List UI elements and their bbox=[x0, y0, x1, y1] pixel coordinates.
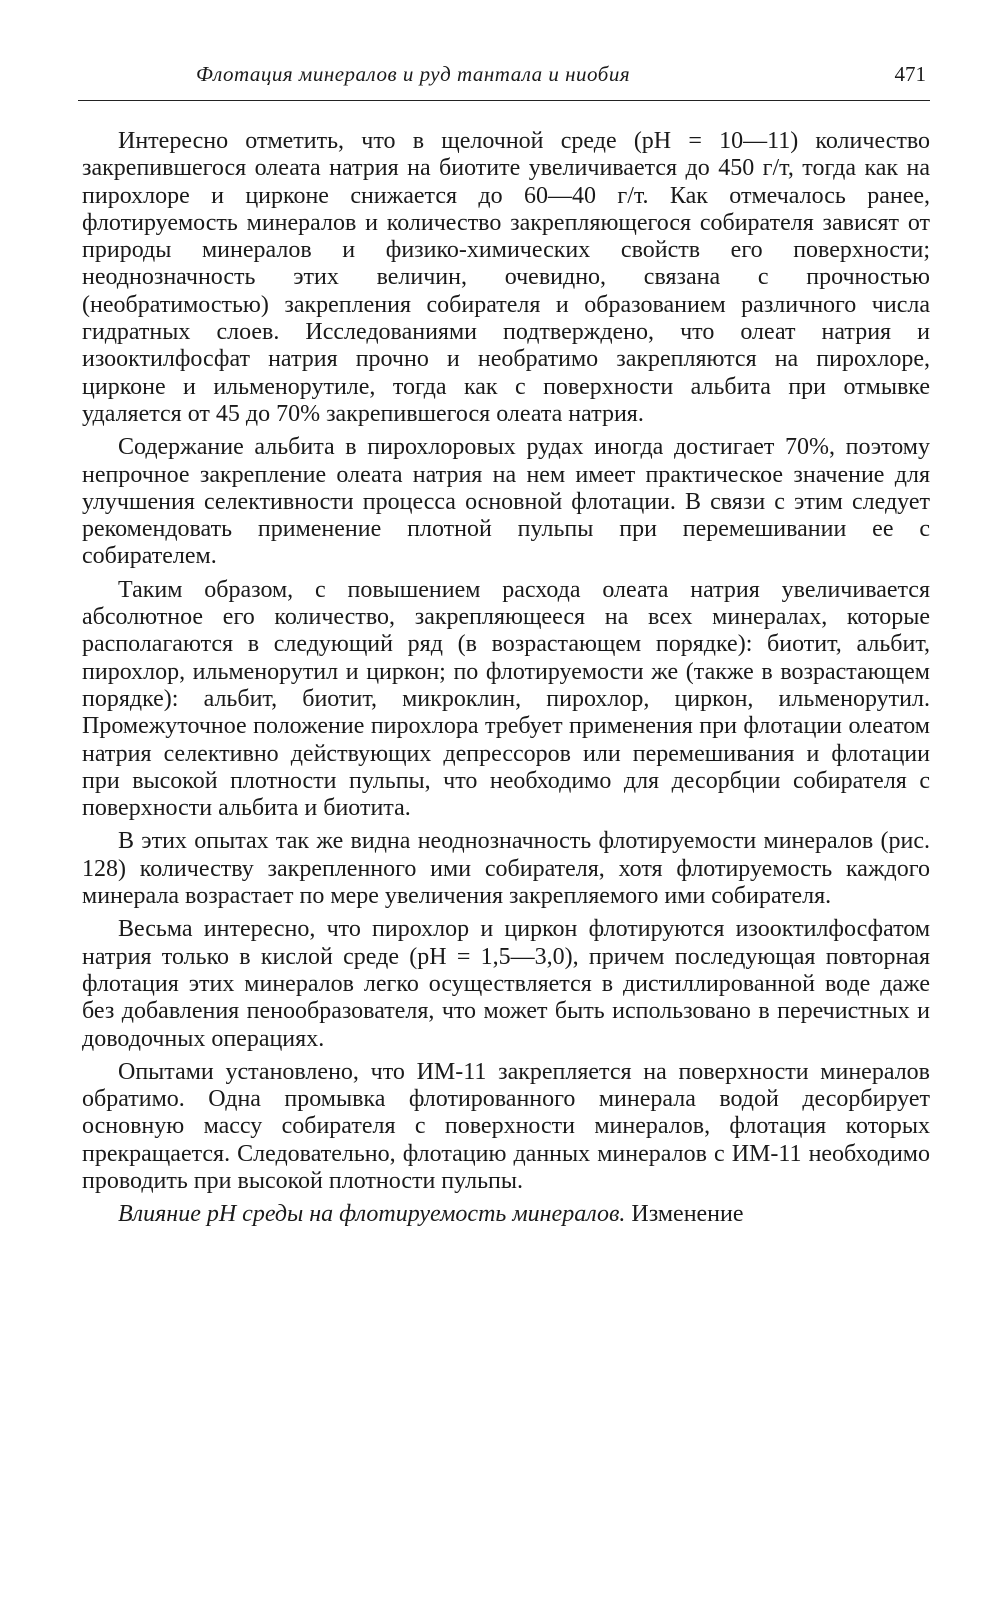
paragraph-2: Содержание альбита в пирохлоровых рудах иногда достигает 70%, поэтому непрочное закрепление олеата натрия на нем имеет практическое значение для улучшения селективности процесса основной флотации. В связи с этим следует рекомендовать применение плотной пульпы при перемешивании ее с собирателем. bbox=[82, 434, 930, 570]
section-run-in-heading: Влияние pH среды на флотируемость минералов. bbox=[118, 1201, 626, 1228]
body-text bbox=[82, 128, 930, 1235]
paragraph-7 bbox=[82, 1201, 930, 1228]
paragraph-5: Весьма интересно, что пирохлор и циркон флотируются изооктилфосфатом натрия только в кислой среде (pH = 1,5—3,0), причем последующая повторная флотация этих минералов легко осуществляется в дистиллированной воде даже без добавления пенообразователя, что может быть использовано в перечистных и доводочных операциях. bbox=[82, 916, 930, 1052]
running-title: Флотация минералов и руд тантала и ниобия bbox=[196, 62, 631, 86]
paragraph-7-text: Изменение bbox=[631, 1201, 744, 1228]
running-header bbox=[78, 60, 930, 101]
page-number: 471 bbox=[894, 62, 926, 86]
paragraph-1: Интересно отметить, что в щелочной среде (pH = 10—11) количество закрепившегося олеата натрия на биотите увеличивается до 450 г/т, тогда как на пирохлоре и цирконе снижается до 60—40 г/т. Как отмечалось ранее, флотируемость минералов и количество закрепляющегося собирателя зависят от природы минералов и физико-химических свойств его поверхности; неоднозначность этих величин, очевидно, связана с прочностью (необратимостью) закрепления собирателя и образованием различного числа гидратных слоев. Исследованиями подтверждено, что олеат натрия и изооктилфосфат натрия прочно и необратимо закрепляются на пирохлоре, цирконе и ильменорутиле, тогда как с поверхности альбита при отмывке удаляется от 45 до 70% закрепившегося олеата натрия. bbox=[82, 128, 930, 427]
paragraph-3: Таким образом, с повышением расхода олеата натрия увеличивается абсолютное его количество, закрепляющееся на всех минералах, которые располагаются в следующий ряд (в возрастающем порядке): биотит, альбит, пирохлор, ильменорутил и циркон; по флотируемости же (также в возрастающем порядке): альбит, биотит, микроклин, пирохлор, циркон, ильменорутил. Промежуточное положение пирохлора требует применения при флотации олеатом натрия селективно действующих депрессоров или перемешивания и флотации при высокой плотности пульпы, что необходимо для десорбции собирателя с поверхности альбита и биотита. bbox=[82, 576, 930, 822]
paragraph-6: Опытами установлено, что ИМ-11 закрепляется на поверхности минералов обратимо. Одна промывка флотированного минерала водой десорбирует основную массу собирателя с поверхности минералов, флотация которых прекращается. Следовательно, флотацию данных минералов с ИМ-11 необходимо проводить при высокой плотности пульпы. bbox=[82, 1058, 930, 1194]
paragraph-4: В этих опытах так же видна неоднозначность флотируемости минералов (рис. 128) количеству закрепленного ими собирателя, хотя флотируемость каждого минерала возрастает по мере увеличения закрепляемого ими собирателя. bbox=[82, 828, 930, 910]
